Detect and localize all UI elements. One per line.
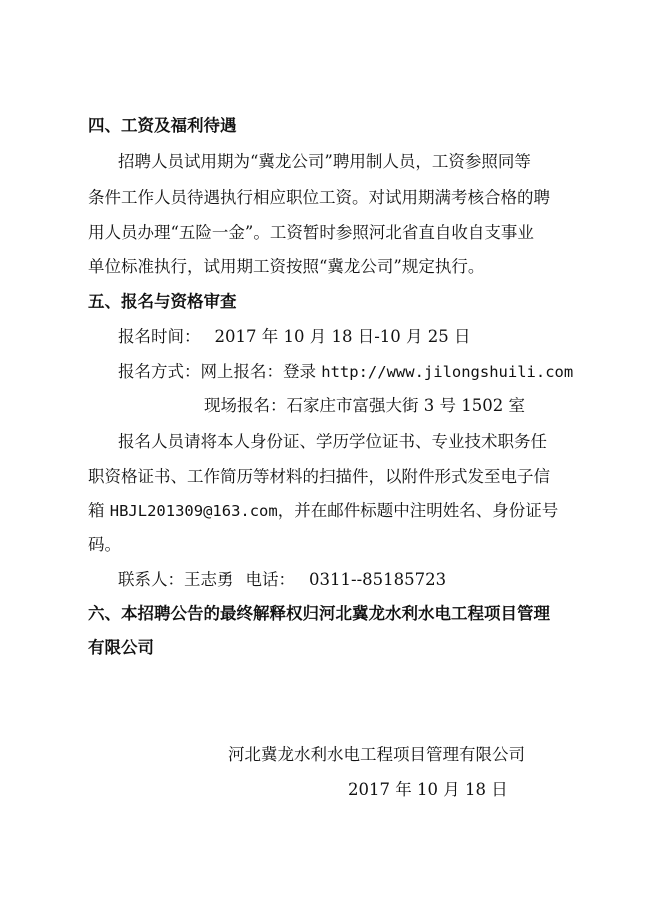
contact-label: 联系人： bbox=[118, 570, 184, 589]
section-6-heading-line-1: 六、本招聘公告的最终解释权归河北冀龙水利水电工程项目管理 bbox=[88, 604, 550, 623]
registration-url-link[interactable]: http://www.jilongshuili.com bbox=[321, 363, 574, 381]
email-suffix: ，并在邮件标题中注明姓名、身份证号 bbox=[277, 501, 559, 520]
email-row bbox=[88, 500, 558, 522]
section-4-line-2: 条件工作人员待遇执行相应职位工资。对试用期满考核合格的聘 bbox=[88, 188, 550, 207]
section-5-heading: 五、报名与资格审查 bbox=[88, 292, 237, 311]
registration-time-label: 报名时间： bbox=[118, 327, 201, 346]
registration-time-value: 2017 年 10 月 18 日-10 月 25 日 bbox=[214, 327, 471, 346]
email-link[interactable]: HBJL201309@163.com bbox=[109, 502, 278, 520]
contact-row bbox=[118, 569, 446, 591]
registration-method-label: 报名方式： bbox=[118, 362, 201, 381]
section-4-line-3: 用人员办理“五险一金”。工资暂时参照河北省直自收自支事业 bbox=[88, 223, 534, 242]
section-5-paragraph-line-1: 报名人员请将本人身份证、学历学位证书、专业技术职务任 bbox=[118, 432, 547, 451]
section-5-last-line: 码。 bbox=[88, 535, 121, 554]
section-4-line-1: 招聘人员试用期为“冀龙公司”聘用制人员，工资参照同等 bbox=[118, 152, 531, 171]
email-prefix: 箱 bbox=[88, 501, 110, 520]
signature-company: 河北冀龙水利水电工程项目管理有限公司 bbox=[228, 745, 525, 764]
registration-method-row bbox=[118, 361, 573, 383]
contact-name: 王志勇 bbox=[184, 570, 234, 589]
phone-number: 0311--85185723 bbox=[309, 570, 447, 589]
phone-label: 电话： bbox=[245, 570, 295, 589]
signature-date: 2017 年 10 月 18 日 bbox=[348, 780, 508, 799]
section-5-paragraph-line-2: 职资格证书、工作简历等材料的扫描件，以附件形式发至电子信 bbox=[88, 467, 550, 486]
onsite-registration: 现场报名：石家庄市富强大街 3 号 1502 室 bbox=[204, 396, 525, 415]
section-4-heading: 四、工资及福利待遇 bbox=[88, 116, 237, 135]
online-registration-label: 网上报名：登录 bbox=[200, 362, 322, 381]
section-4-line-4: 单位标准执行，试用期工资按照“冀龙公司”规定执行。 bbox=[88, 257, 485, 276]
section-6-heading-line-2: 有限公司 bbox=[88, 638, 154, 657]
registration-time-row bbox=[118, 326, 471, 348]
